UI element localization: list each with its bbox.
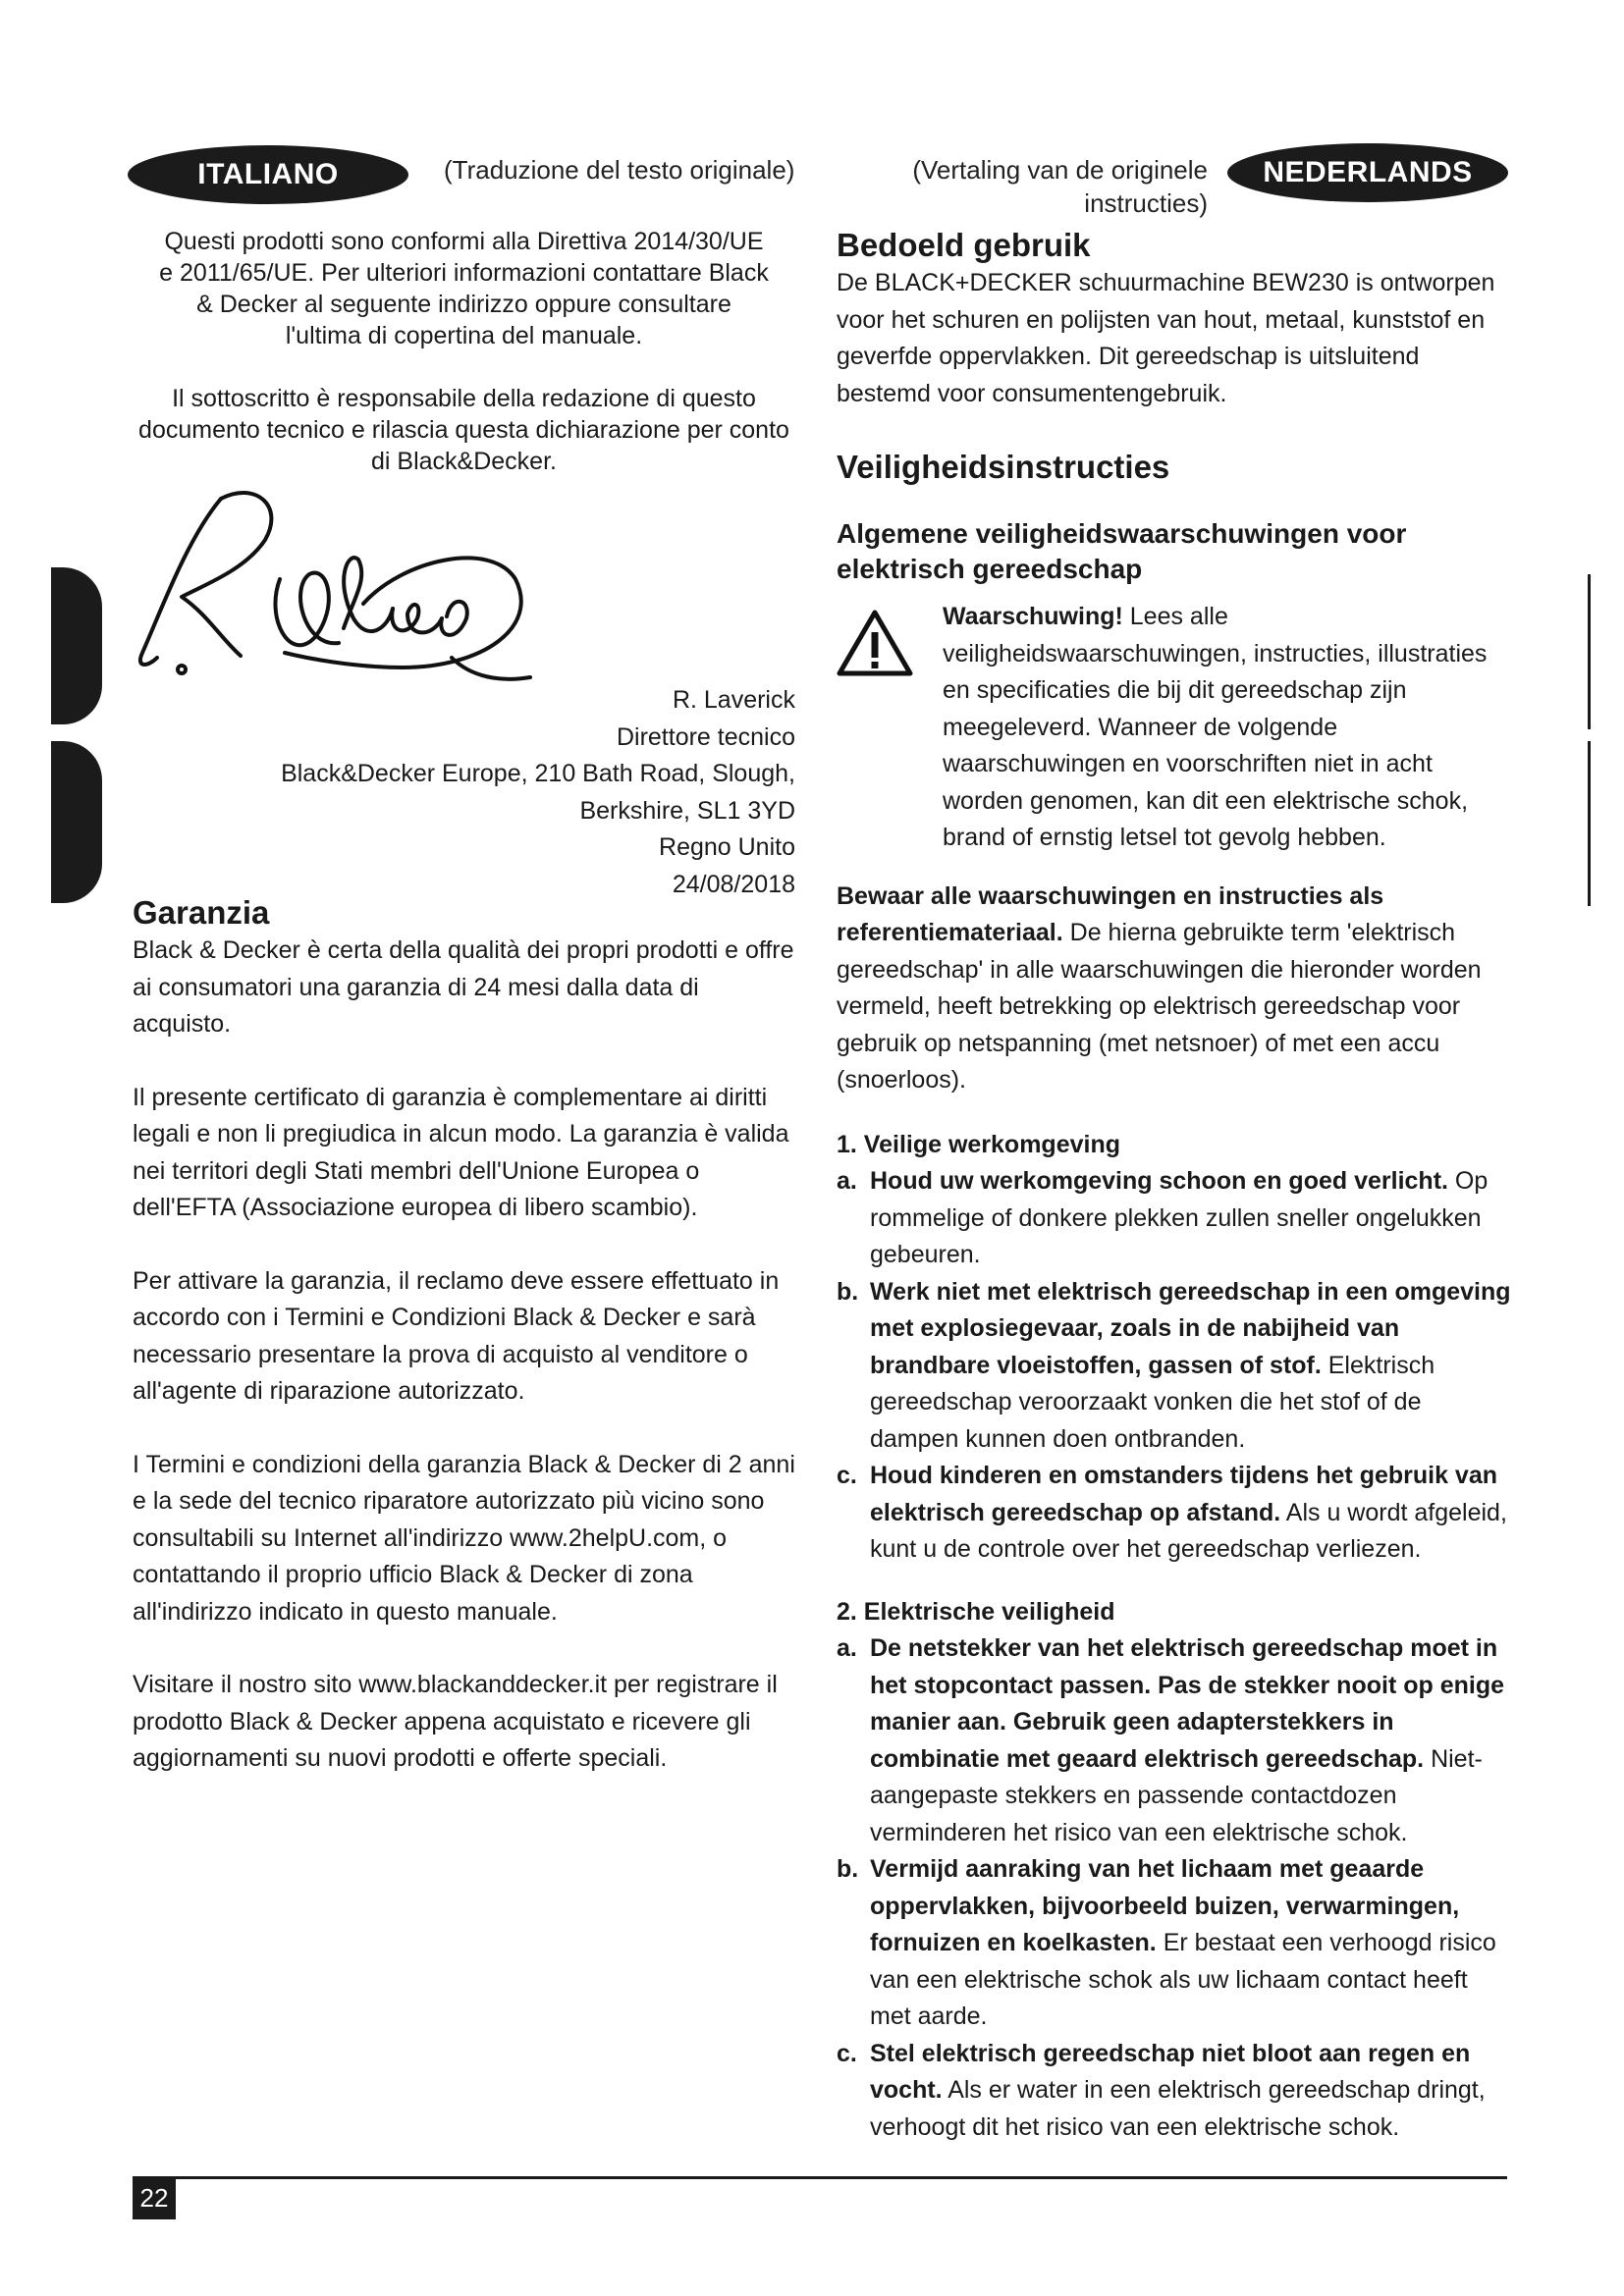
warning-block [837,599,1514,857]
signatory-address-line1: Black&Decker Europe, 210 Bath Road, Slough, [281,760,795,787]
list-item: c. Houd kinderen en omstanders tijdens het gebruik van elektrisch gereedschap op afstand. Als u wordt afgeleid, kunt u de controle over het gereedschap verliezen. [837,1462,1507,1563]
warning-label: Waarschuwing! [943,603,1123,630]
margin-line-upper [1588,574,1591,729]
intended-use-text: De BLACK+DECKER schuurmachine BEW230 is ontworpen voor het schuren en polijsten van hout, metaal, kunststof en geverfde oppervlakken. Dit gereedschap is uitsluitend bestemd voor consumentengebruik. [837,269,1495,407]
warranty-paragraph-5: Visitare il nostro sito www.blackanddecker.it per registrare il prodotto Black & Decker appena acquistato e ricevere gli aggiornamenti su nuovi prodotti e offerte speciali. [133,1671,778,1772]
warranty-paragraph-2: Il presente certificato di garanzia è complementare ai diritti legali e non li pregiudica in alcun modo. La garanzia è valida nei territori degli Stati membri dell'Unione Europea o dell'EFTA (Associazione europea di libero scambio). [133,1083,789,1221]
language-tab-mark-upper [51,567,102,724]
list-item: a. De netstekker van het elektrisch gereedschap moet in het stopcontact passen. Pas de stekker nooit op enige manier aan. Gebruik geen adapterstekkers in combinatie met geaard elektrisch gereedschap. Niet-aangepaste stekkers en passende contactdozen verminderen het risico van een elektrische schok. [837,1634,1504,1846]
signatory-date: 24/08/2018 [672,870,795,898]
translation-note-italian: (Traduzione del testo originale) [444,155,795,185]
keep-instructions-text: De hierna gebruikte term 'elektrisch gereedschap' in alle waarschuwingen die hieronder worden vermeld, heeft betrekking op elektrisch gereedschap voor gebruik op netspanning (met netsnoer) of met een accu (snoerloos). [837,919,1482,1094]
warning-triangle-icon [837,609,913,677]
language-tab-mark-lower [51,741,102,903]
warranty-paragraph-1: Black & Decker è certa della qualità dei propri prodotti e offre ai consumatori una garanzia di 24 mesi dalla data di acquisto. [133,936,794,1038]
warranty-section [133,893,795,1778]
language-badge-nederlands: NEDERLANDS [1227,143,1508,202]
signatory-role: Direttore tecnico [616,722,795,751]
dutch-column [837,226,1514,2146]
warning-text: Lees alle veiligheidswaarschuwingen, instructies, illustraties en specificaties die bij dit gereedschap zijn meegeleverd. Wanneer de volgende waarschuwingen en voorschriften niet in acht worden genomen, kan dit een elektrische schok, brand of ernstig letsel tot gevolg hebben. [943,603,1488,851]
general-warnings-title: Algemene veiligheidswaarschuwingen voor elektrisch gereedschap [837,518,1407,584]
translation-note-dutch: (Vertaling van de originele instructies) [912,155,1208,218]
intended-use-title: Bedoeld gebruik [837,227,1091,263]
signature-image [128,481,550,707]
language-badge-italiano: ITALIANO [128,145,408,204]
margin-line-lower [1588,741,1591,906]
signatory-name: R. Laverick [672,686,795,714]
list-item: c. Stel elektrisch gereedschap niet bloot aan regen en vocht. Als er water in een elektrisch gereedschap dringt, verhoogt dit het risico van een elektrische schok. [837,2039,1486,2141]
directive-statement: Questi prodotti sono conformi alla Direttiva 2014/30/UE e 2011/65/UE. Per ulteriori informazioni contattare Black & Decker al seguente indirizzo oppure consultare l'ultima di copertina del manuale. [159,228,769,349]
keep-instructions-paragraph [837,879,1514,1099]
list-item: a. Houd uw werkomgeving schoon en goed verlicht. Op rommelige of donkere plekken zullen sneller ongelukken gebeuren. [837,1167,1489,1268]
section2-title: 2. Elektrische veiligheid [837,1597,1115,1626]
safety-title: Veiligheidsinstructies [837,449,1170,485]
list-item: b. Vermijd aanraking van het lichaam met geaarde oppervlakken, bijvoorbeeld buizen, verwarmingen, fornuizen en koelkasten. Er bestaat een verhoogd risico van een elektrische schok als uw lichaam contact heeft met aarde. [837,1855,1496,2030]
signatory-block [133,682,795,903]
signatory-address-line2: Berkshire, SL1 3YD [579,796,795,825]
italian-column [133,226,795,477]
page-number: 22 [133,2176,176,2219]
warranty-title: Garanzia [133,894,270,931]
warranty-paragraph-4: I Termini e condizioni della garanzia Black & Decker di 2 anni e la sede del tecnico riparatore autorizzato più vicino sono consultabili su Internet all'indirizzo www.2helpU.com, o contattando il proprio ufficio Black & Decker di zona all'indirizzo indicato in questo manuale. [133,1450,795,1626]
footer-rule [133,2176,1507,2179]
list-item: b. Werk niet met elektrisch gereedschap in een omgeving met explosiegevaar, zoals in de nabijheid van brandbare vloeistoffen, gassen of stof. Elektrisch gereedschap veroorzaakt vonken die het stof of de dampen kunnen doen ontbranden. [837,1277,1511,1453]
warranty-paragraph-3: Per attivare la garanzia, il reclamo deve essere effettuato in accordo con i Termini e Condizioni Black & Decker e sarà necessario presentare la prova di acquisto al venditore o all'agente di riparazione autorizzato. [133,1266,780,1405]
section1-title: 1. Veilige werkomgeving [837,1130,1121,1158]
signatory-country: Regno Unito [659,833,795,861]
keep-instructions-bold: Bewaar alle waarschuwingen en instructies als referentiemateriaal. [837,881,1384,946]
responsible-statement: Il sottoscritto è responsabile della redazione di questo documento tecnico e rilascia questa dichiarazione per conto di Black&Decker. [138,385,789,475]
warning-paragraph [943,599,1514,857]
